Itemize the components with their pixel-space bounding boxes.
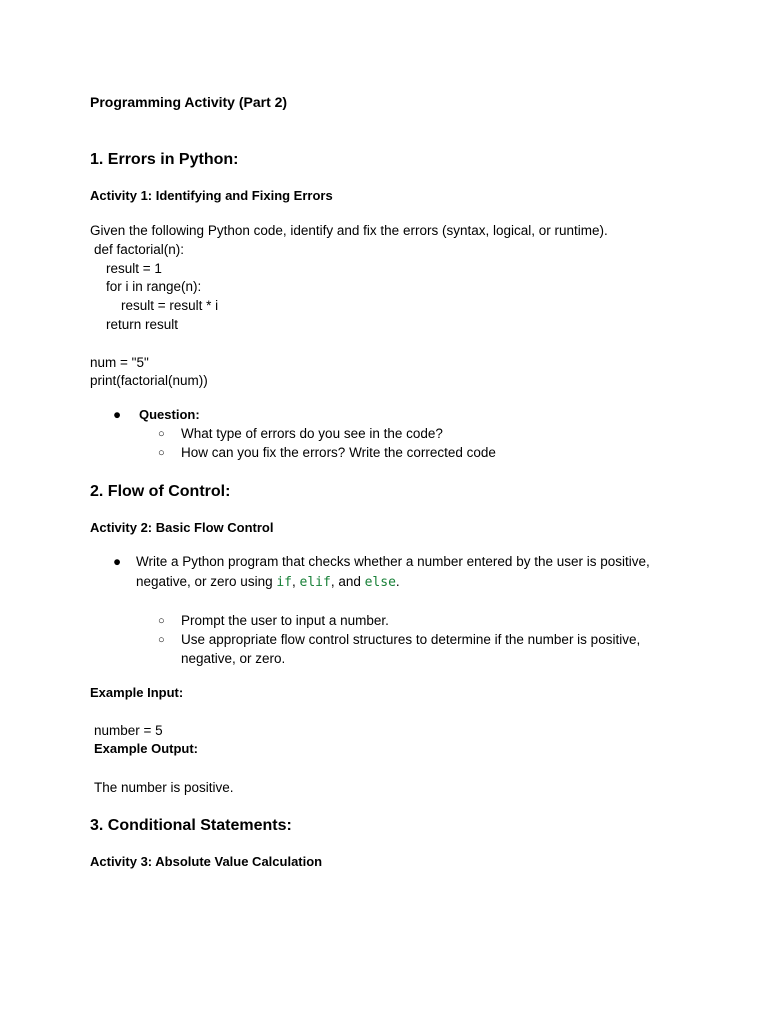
code-line: print(factorial(num))	[90, 373, 208, 388]
activity-3-heading: Activity 3: Absolute Value Calculation	[90, 854, 323, 869]
sub-bullet-icon: ○	[158, 447, 165, 459]
code-line: for i in range(n):	[106, 279, 202, 294]
code-line: def factorial(n):	[94, 242, 185, 257]
code-line: num = "5"	[90, 355, 149, 370]
task-text: .	[395, 574, 400, 589]
keyword-elif: elif	[299, 575, 331, 590]
code-line: result = result * i	[121, 298, 219, 313]
activity-2-sub-item-continuation: negative, or zero.	[181, 651, 286, 666]
task-text: negative, or zero using	[136, 574, 277, 589]
activity-1-instructions: Given the following Python code, identify and fix the errors (syntax, logical, or runtime).	[90, 223, 608, 238]
document-title: Programming Activity (Part 2)	[90, 94, 288, 110]
code-line: result = 1	[106, 261, 162, 276]
bullet-icon: ●	[113, 554, 122, 569]
keyword-else: else	[364, 575, 396, 590]
example-input-label: Example Input:	[90, 685, 184, 700]
activity-2-task-line-2	[136, 574, 400, 590]
example-input-value: number = 5	[94, 723, 163, 738]
activity-2-task-line-1: Write a Python program that checks whether a number entered by the user is positive,	[136, 554, 650, 569]
section-1-heading: 1. Errors in Python:	[90, 151, 239, 168]
sub-bullet-icon: ○	[158, 634, 165, 646]
question-item: What type of errors do you see in the code?	[181, 426, 443, 441]
question-label: Question:	[139, 407, 200, 422]
activity-2-heading: Activity 2: Basic Flow Control	[90, 520, 274, 535]
bullet-icon: ●	[113, 407, 122, 422]
sub-bullet-icon: ○	[158, 428, 165, 440]
activity-2-sub-item: Use appropriate flow control structures to determine if the number is positive,	[181, 632, 641, 647]
sub-bullet-icon: ○	[158, 615, 165, 627]
question-item: How can you fix the errors? Write the corrected code	[181, 445, 496, 460]
code-line: return result	[106, 317, 179, 332]
activity-2-sub-item: Prompt the user to input a number.	[181, 613, 389, 628]
example-output-label: Example Output:	[94, 741, 199, 756]
section-3-heading: 3. Conditional Statements:	[90, 817, 292, 834]
task-text: , and	[330, 574, 365, 589]
task-text: ,	[292, 574, 300, 589]
example-output-value: The number is positive.	[94, 780, 234, 795]
keyword-if: if	[276, 575, 292, 590]
section-2-heading: 2. Flow of Control:	[90, 483, 231, 500]
activity-1-heading: Activity 1: Identifying and Fixing Errors	[90, 188, 333, 203]
